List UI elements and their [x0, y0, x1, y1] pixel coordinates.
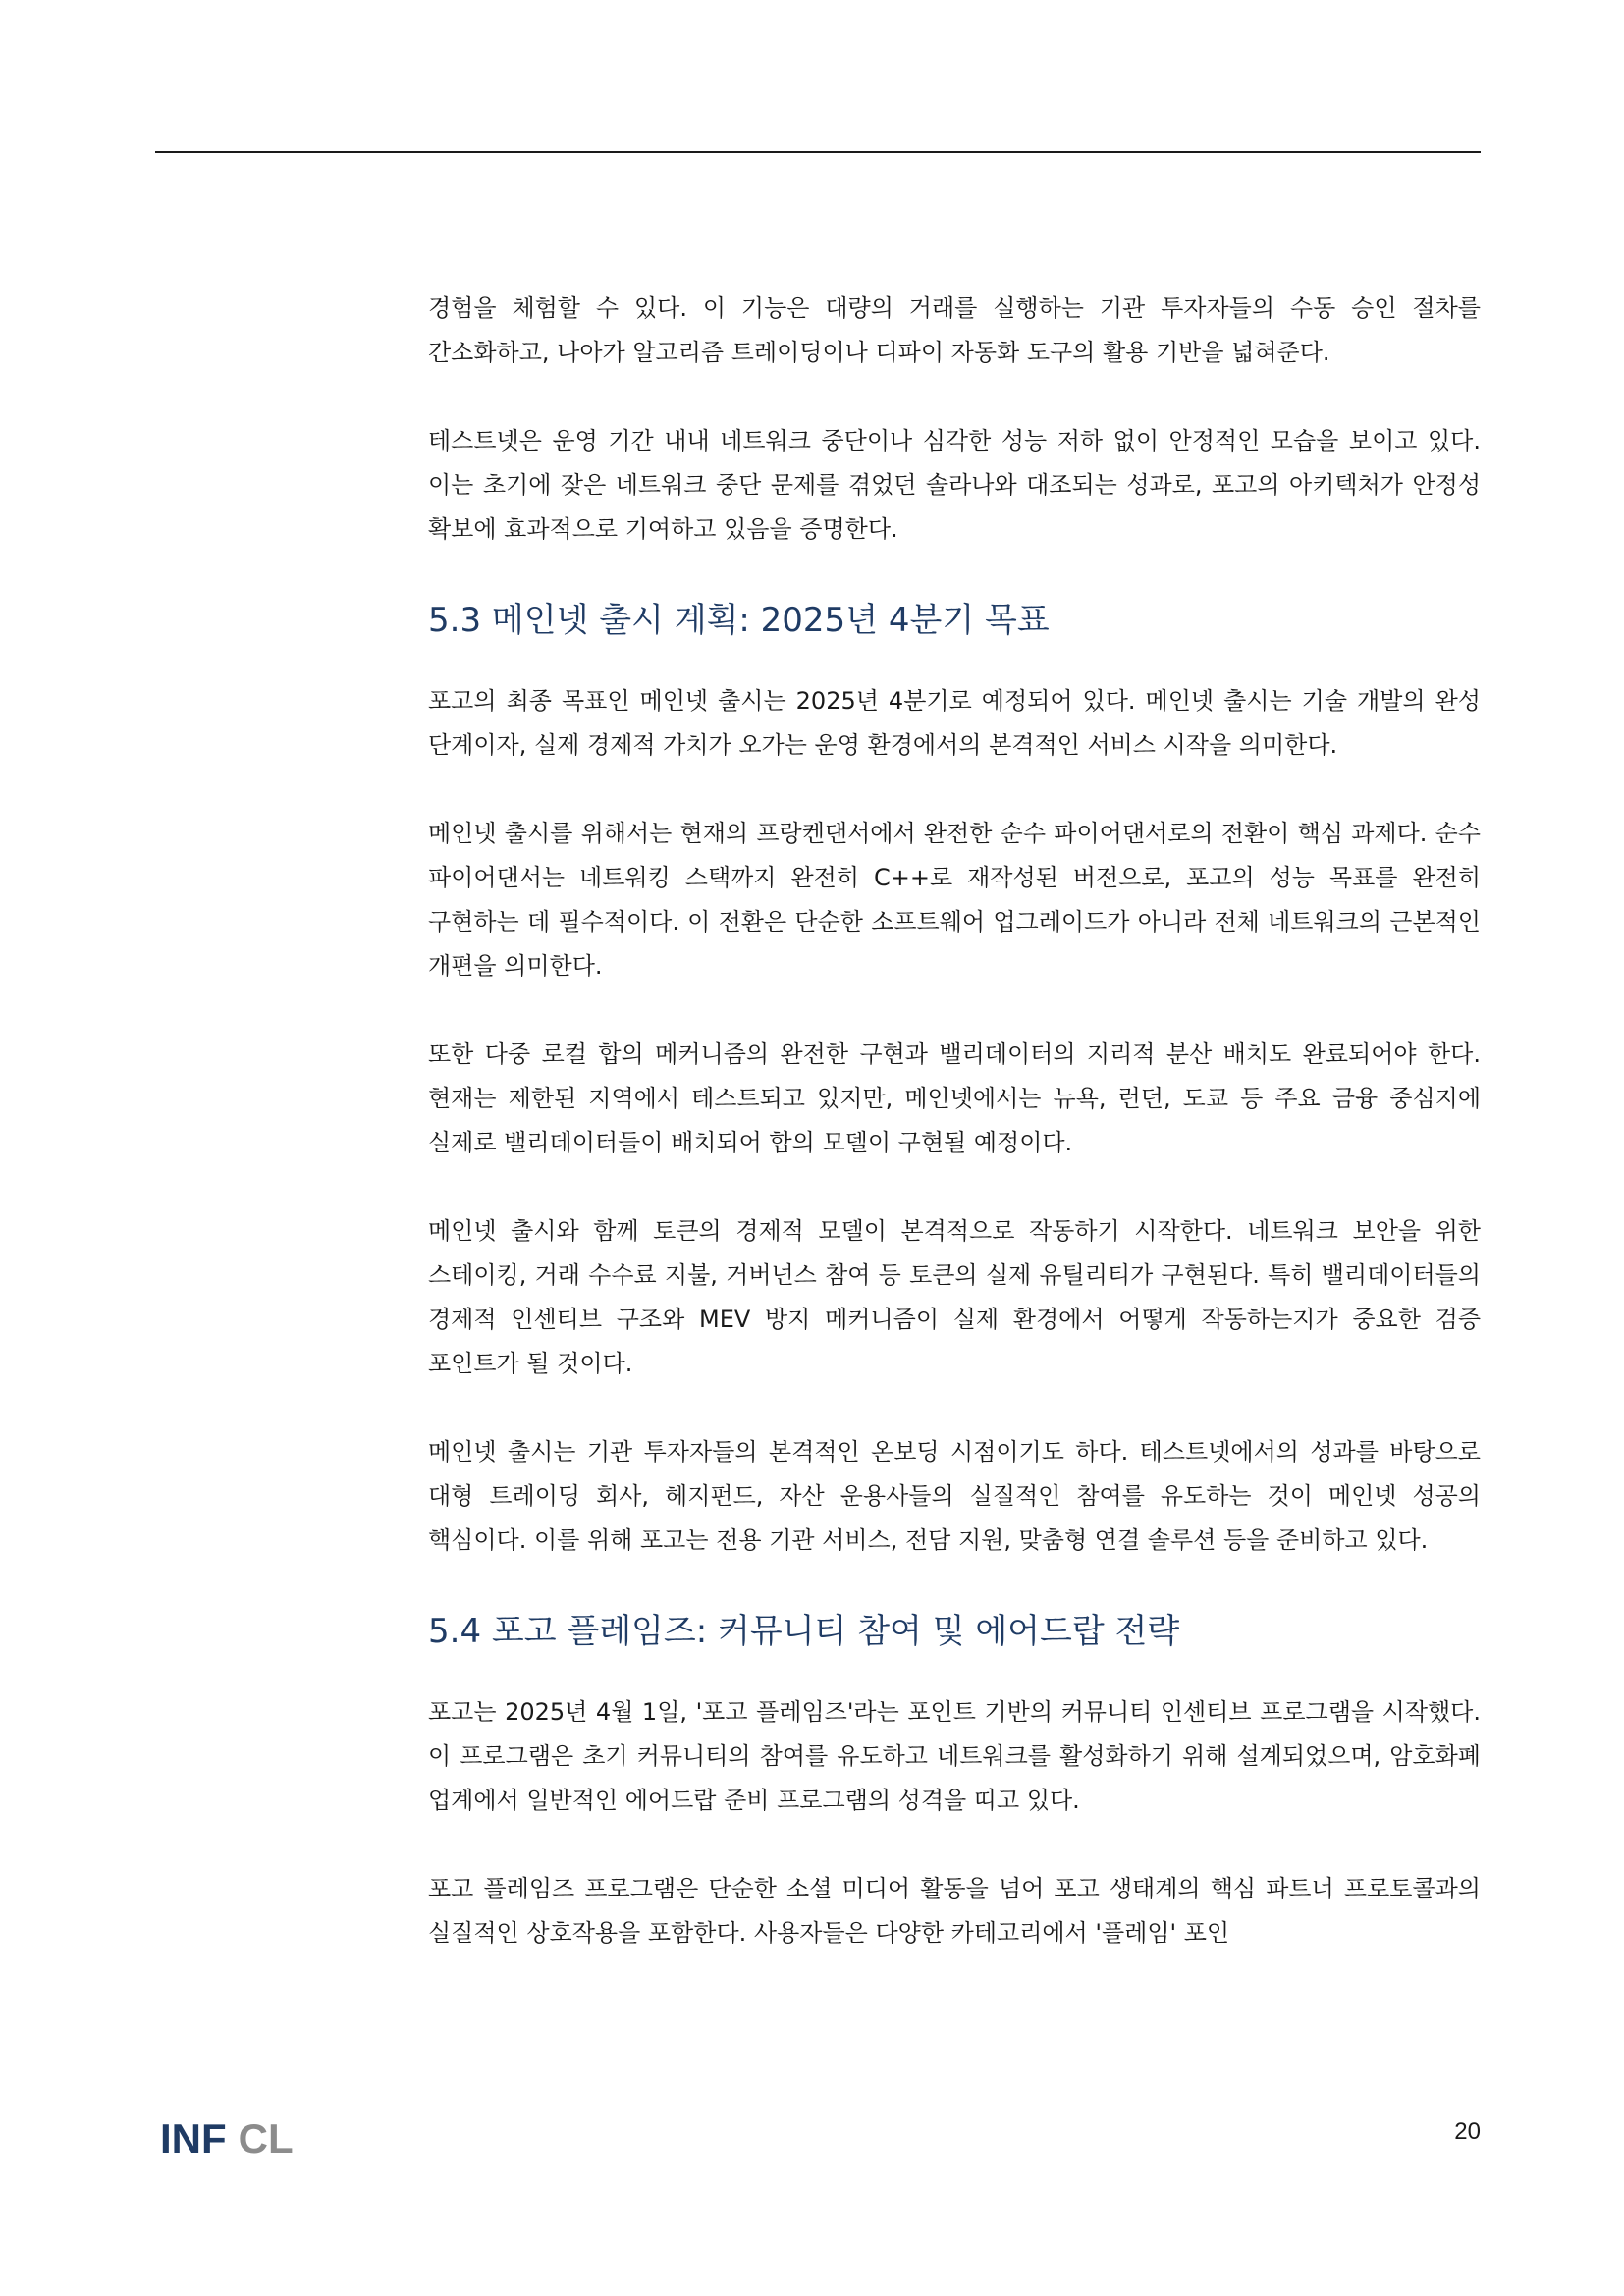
footer-logo	[160, 2115, 294, 2163]
paragraph: 또한 다중 로컬 합의 메커니즘의 완전한 구현과 밸리데이터의 지리적 분산 배치도 완료되어야 한다. 현재는 제한된 지역에서 테스트되고 있지만, 메인넷에서는 뉴욕, 런던, 도쿄 등 주요 금융 중심지에 실제로 밸리데이터들이 배치되어 합의 모델이 구현될 예정이다.	[428, 1041, 1481, 1156]
paragraph: 포고 플레임즈 프로그램은 단순한 소셜 미디어 활동을 넘어 포고 생태계의 핵심 파트너 프로토콜과의 실질적인 상호작용을 포함한다. 사용자들은 다양한 카테고리에서 '플레임' 포인	[428, 1875, 1481, 1947]
document-body	[428, 287, 1481, 1955]
header-rule	[155, 151, 1481, 153]
logo-cl: CL	[238, 2115, 294, 2162]
page-number: 20	[1454, 2118, 1481, 2145]
paragraph: 테스트넷은 운영 기간 내내 네트워크 중단이나 심각한 성능 저하 없이 안정적인 모습을 보이고 있다. 이는 초기에 잦은 네트워크 중단 문제를 겪었던 솔라나와 대조되는 성과로, 포고의 아키텍처가 안정성 확보에 효과적으로 기여하고 있음을 증명한다.	[428, 427, 1481, 543]
paragraph: 메인넷 출시를 위해서는 현재의 프랑켄댄서에서 완전한 순수 파이어댄서로의 전환이 핵심 과제다. 순수 파이어댄서는 네트워킹 스택까지 완전히 C++로 재작성된 버전으로, 포고의 성능 목표를 완전히 구현하는 데 필수적이다. 이 전환은 단순한 소프트웨어 업그레이드가 아니라 전체 네트워크의 근본적인 개편을 의미한다.	[428, 820, 1481, 980]
paragraph: 경험을 체험할 수 있다. 이 기능은 대량의 거래를 실행하는 기관 투자자들의 수동 승인 절차를 간소화하고, 나아가 알고리즘 트레이딩이나 디파이 자동화 도구의 활용 기반을 넓혀준다.	[428, 294, 1481, 366]
paragraph: 메인넷 출시와 함께 토큰의 경제적 모델이 본격적으로 작동하기 시작한다. 네트워크 보안을 위한 스테이킹, 거래 수수료 지불, 거버넌스 참여 등 토큰의 실제 유틸리티가 구현된다. 특히 밸리데이터들의 경제적 인센티브 구조와 MEV 방지 메커니즘이 실제 환경에서 어떻게 작동하는지가 중요한 검증 포인트가 될 것이다.	[428, 1217, 1481, 1377]
paragraph: 포고의 최종 목표인 메인넷 출시는 2025년 4분기로 예정되어 있다. 메인넷 출시는 기술 개발의 완성 단계이자, 실제 경제적 가치가 오가는 운영 환경에서의 본격적인 서비스 시작을 의미한다.	[428, 687, 1481, 759]
paragraph: 메인넷 출시는 기관 투자자들의 본격적인 온보딩 시점이기도 하다. 테스트넷에서의 성과를 바탕으로 대형 트레이딩 회사, 헤지펀드, 자산 운용사들의 실질적인 참여를 유도하는 것이 메인넷 성공의 핵심이다. 이를 위해 포고는 전용 기관 서비스, 전담 지원, 맞춤형 연결 솔루션 등을 준비하고 있다.	[428, 1438, 1481, 1554]
section-heading-5-4: 5.4 포고 플레임즈: 커뮤니티 참여 및 에어드랍 전략	[428, 1612, 1180, 1651]
paragraph: 포고는 2025년 4월 1일, '포고 플레임즈'라는 포인트 기반의 커뮤니티 인센티브 프로그램을 시작했다. 이 프로그램은 초기 커뮤니티의 참여를 유도하고 네트워크를 활성화하기 위해 설계되었으며, 암호화폐 업계에서 일반적인 에어드랍 준비 프로그램의 성격을 띠고 있다.	[428, 1698, 1481, 1814]
logo-inf: INF	[160, 2115, 227, 2162]
section-heading-5-3: 5.3 메인넷 출시 계획: 2025년 4분기 목표	[428, 601, 1050, 640]
